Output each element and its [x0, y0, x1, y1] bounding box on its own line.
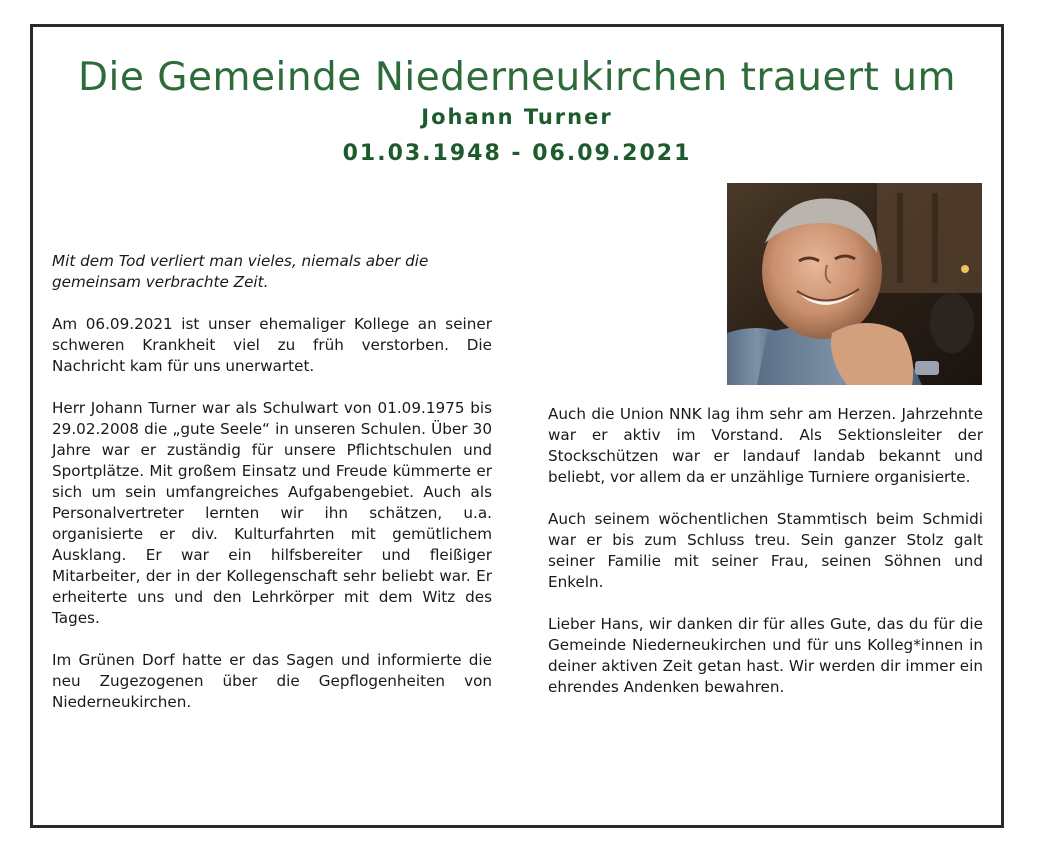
obituary-frame	[30, 24, 1004, 828]
life-dates: 01.03.1948 - 06.09.2021	[342, 141, 692, 166]
paragraph: Auch die Union NNK lag ihm sehr am Herzen. Jahrzehnte war er aktiv im Vorstand. Als Sektionsleiter der Stockschützen war er landauf landab bekannt und beliebt, vor allem da er unzählige Turniere organisierte.	[548, 405, 983, 486]
page-title: Die Gemeinde Niederneukirchen trauert um	[78, 55, 956, 100]
deceased-name: Johann Turner	[421, 105, 613, 129]
right-column	[548, 404, 983, 719]
portrait-photo	[727, 183, 982, 385]
paragraph: Lieber Hans, wir danken dir für alles Gute, das du für die Gemeinde Niederneukirchen und für uns Kolleg*innen in deiner aktiven Zeit getan hast. Wir werden dir immer ein ehrendes Andenken bewahren.	[548, 615, 983, 696]
portrait-image	[727, 183, 982, 385]
paragraph: Am 06.09.2021 ist unser ehemaliger Kollege an seiner schweren Krankheit viel zu früh verstorben. Die Nachricht kam für uns unerwartet.	[52, 315, 492, 375]
paragraph: Auch seinem wöchentlichen Stammtisch beim Schmidi war er bis zum Schluss treu. Sein ganzer Stolz galt seiner Familie mit seiner Frau, seinen Söhnen und Enkeln.	[548, 510, 983, 591]
paragraph: Im Grünen Dorf hatte er das Sagen und informierte die neu Zugezogenen über die Gepflogenheiten von Niederneukirchen.	[52, 651, 492, 711]
memorial-quote: Mit dem Tod verliert man vieles, niemals aber die gemeinsam verbrachte Zeit.	[52, 252, 429, 291]
left-column	[52, 251, 492, 734]
paragraph: Herr Johann Turner war als Schulwart von 01.09.1975 bis 29.02.2008 die „gute Seele“ in unseren Schulen. Über 30 Jahre war er zuständig für unsere Pflichtschulen und Sportplätze. Mit großem Einsatz und Freude kümmerte er sich um sein umfangreiches Aufgabengebiet. Auch als Personalvertreter lernten wir ihn schätzen, u.a. organisierte er div. Kulturfahrten mit gemütlichem Ausklang. Er war ein hilfsbereiter und fleißiger Mitarbeiter, der in der Kollegenschaft sehr beliebt war. Er erheiterte uns und den Lehrkörper mit dem Witz des Tages.	[52, 399, 492, 627]
